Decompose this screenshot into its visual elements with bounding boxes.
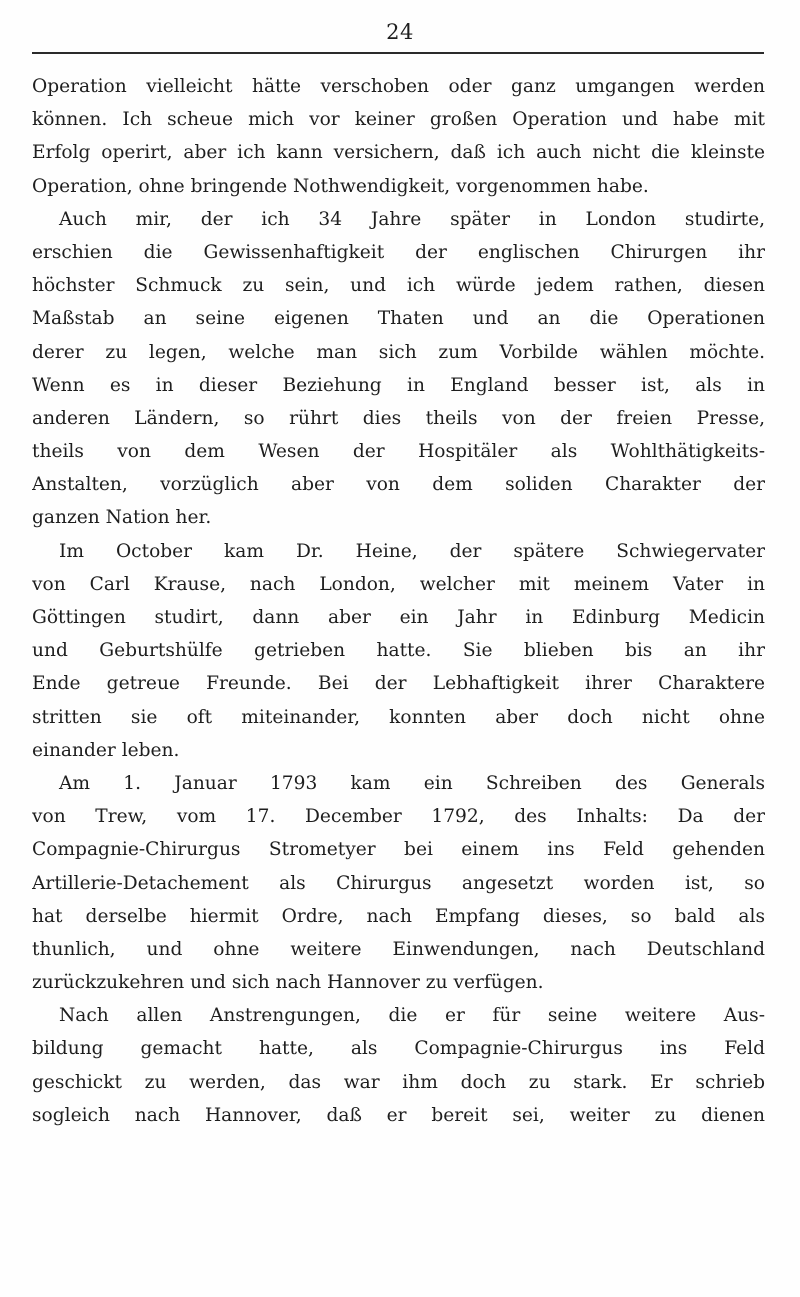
page-number: 24 xyxy=(386,20,414,44)
text-line: höchster Schmuck zu sein, und ich würde jedem rathen, diesen xyxy=(32,275,765,297)
text-line: Compagnie-Chirurgus Strometyer bei einem ins Feld gehenden xyxy=(32,839,765,861)
text-line: Anstalten, vorzüglich aber von dem soliden Charakter der xyxy=(32,474,765,496)
text-line: geschickt zu werden, das war ihm doch zu stark. Er schrieb xyxy=(32,1071,765,1093)
text-line: Operation vielleicht hätte verschoben oder ganz umgangen werden xyxy=(32,76,765,97)
text-line: erschien die Gewissenhaftigkeit der englischen Chirurgen ihr xyxy=(32,241,765,263)
text-line: derer zu legen, welche man sich zum Vorbilde wählen möchte. xyxy=(32,341,765,363)
text-line: Ende getreue Freunde. Bei der Lebhaftigkeit ihrer Charaktere xyxy=(32,673,765,695)
text-line: Am 1. Januar 1793 kam ein Schreiben des Generals xyxy=(59,772,765,794)
text-line: Maßstab an seine eigenen Thaten und an die Operationen xyxy=(32,308,765,330)
text-line: sogleich nach Hannover, daß er bereit sei, weiter zu dienen xyxy=(32,1104,765,1126)
text-line: theils von dem Wesen der Hospitäler als Wohlthätigkeits- xyxy=(32,441,765,463)
text-line: hat derselbe hiermit Ordre, nach Empfang dieses, so bald als xyxy=(32,905,765,927)
text-line: anderen Ländern, so rührt dies theils von der freien Presse, xyxy=(32,407,765,429)
text-line: Im October kam Dr. Heine, der spätere Schwiegervater xyxy=(59,540,765,562)
body-text xyxy=(32,70,765,1132)
text-line: von Trew, vom 17. December 1792, des Inhalts: Da der xyxy=(32,806,765,828)
text-line: ganzen Nation her. xyxy=(32,507,212,529)
text-line: und Geburtshülfe getrieben hatte. Sie blieben bis an ihr xyxy=(32,640,765,662)
text-line: thunlich, und ohne weitere Einwendungen, nach Deutschland xyxy=(32,938,765,960)
text-line: stritten sie oft miteinander, konnten aber doch nicht ohne xyxy=(32,706,765,728)
text-line: Auch mir, der ich 34 Jahre später in London studirte, xyxy=(59,208,765,230)
text-line: können. Ich scheue mich vor keiner großen Operation und habe mit xyxy=(32,109,765,131)
text-line: zurückzukehren und sich nach Hannover zu verfügen. xyxy=(32,972,544,994)
text-line: einander leben. xyxy=(32,739,180,761)
text-line: Wenn es in dieser Beziehung in England besser ist, als in xyxy=(32,374,765,396)
text-line: Nach allen Anstrengungen, die er für seine weitere Aus- xyxy=(59,1005,765,1027)
text-line: Erfolg operirt, aber ich kann versichern, daß ich auch nicht die kleinste xyxy=(32,142,765,164)
text-line: bildung gemacht hatte, als Compagnie-Chirurgus ins Feld xyxy=(32,1038,765,1060)
text-line: Artillerie-Detachement als Chirurgus angesetzt worden ist, so xyxy=(32,872,765,894)
text-line: Operation, ohne bringende Nothwendigkeit, vorgenommen habe. xyxy=(32,175,649,197)
header-rule xyxy=(32,52,764,54)
text-line: von Carl Krause, nach London, welcher mit meinem Vater in xyxy=(32,573,765,595)
text-line: Göttingen studirt, dann aber ein Jahr in Edinburg Medicin xyxy=(32,607,765,628)
